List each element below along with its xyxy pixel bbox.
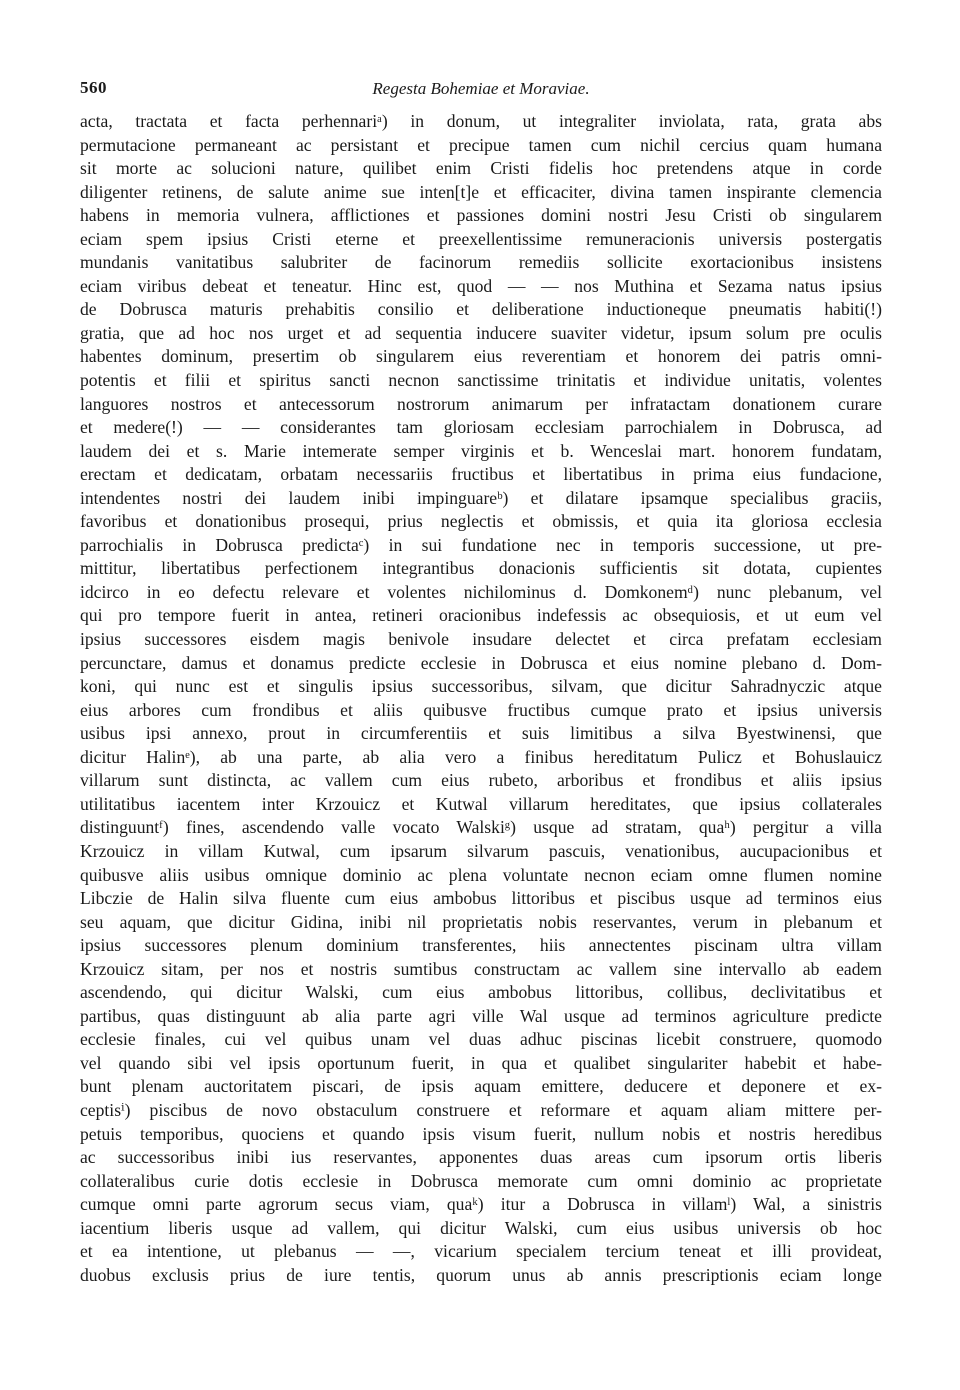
text-line: languores nostros et antecessorum nostrorum animarum per infratactam donationem curare — [80, 393, 882, 414]
text-line: percunctare, damus et donamus predicte ecclesie in Dobrusca et eius nomine plebano d. Dom- — [80, 652, 882, 673]
text-line: utilitatibus iacentem inter Krzouicz et Kutwal villarum hereditates, que ipsius collaterales — [80, 793, 882, 814]
text-line: permutacione permaneant ac persistant et precipue tamen cum nichil cercius quam humana — [80, 134, 882, 155]
text-line: duobus exclusis prius de iure tentis, quorum unus ab annis prescriptionis eciam longe — [80, 1264, 882, 1285]
text-line: idcirco in eo defectu relevare et volentes nichilominus d. Domkonemᵈ) nunc plebanum, vel — [80, 581, 882, 602]
text-line: ascendendo, qui dicitur Walski, cum eius ambobus littoribus, collibus, declivitatibus et — [80, 982, 882, 1003]
text-line: parrochialis in Dobrusca predictaᶜ) in sui fundatione nec in temporis successione, ut pre- — [80, 534, 882, 555]
text-line: cumque omni parte agrorum secus viam, quaᵏ) itur a Dobrusca in villamˡ) Wal, a sinistris — [80, 1194, 882, 1215]
text-line: vel quando sibi vel ipsis oportunum fuerit, in qua et qualibet singulariter habebit et habe- — [80, 1052, 882, 1073]
text-line: de Dobrusca maturis prehabitis consilio et deliberatione inductioneque pneumatis habiti(!) — [80, 299, 882, 320]
text-line: quibusve aliis usibus omnique dominio ac plena voluntate necnon eciam omne flumen nomine — [80, 864, 882, 885]
text-line: mittitur, libertatibus perfectionem integrantibus donacionis sufficientis sit dotata, cupientes — [80, 558, 882, 579]
text-line: ceptisⁱ) piscibus de novo obstaculum construere et reformare et aquam aliam mittere per- — [80, 1099, 882, 1120]
text-line: sit morte ac solucioni nature, quilibet enim Cristi fidelis hoc pretendens atque in corde — [80, 158, 882, 179]
text-line: ecclesie finales, cui vel quibus unam vel duas adhuc piscinas licebit construere, quomodo — [80, 1029, 882, 1050]
text-line: partibus, quas distinguunt ab alia parte agri ville Wal usque ad terminos agriculture predicte — [80, 1005, 882, 1026]
text-line: habentes dominum, presertim ob singularem eius reverentiam et honorem dei patris omni- — [80, 346, 882, 367]
text-line: usibus ipsi annexo, prout in circumferentiis et suis limitibus a silva Byestwinensi, que — [80, 723, 882, 744]
text-line: erectam et dedicatam, orbatam necessariis fructibus et libertatibus in prima eius fundacione, — [80, 464, 882, 485]
page-number: 560 — [80, 78, 107, 97]
text-line: eius arbores cum frondibus et aliis quibusve fructibus cumque prato et ipsius universis — [80, 699, 882, 720]
text-line: gratia, que ad hoc nos urget et ad sequentia inducere suaviter videtur, ipsum solum pre oculis — [80, 322, 882, 343]
body-text — [80, 110, 882, 1287]
text-line: petuis temporibus, quociens et quando ipsis visum fuerit, nullum nobis et nostris heredibus — [80, 1123, 882, 1144]
text-line: distinguuntᶠ) fines, ascendendo valle vocato Walskiᵍ) usque ad stratam, quaʰ) pergitur a villa — [80, 817, 882, 838]
text-line: laudem dei et s. Marie intemerate semper virginis et b. Wenceslai mart. honorem fundatam, — [80, 440, 882, 461]
text-line: Krzouicz sitam, per nos et nostris sumtibus constructam ac vallem sine intervallo ab eadem — [80, 958, 882, 979]
text-line: collateralibus curie dotis ecclesie in Dobrusca memorate cum omni dominio ac proprietate — [80, 1170, 882, 1191]
text-line: favoribus et donationibus prosequi, prius neglectis et obmissis, et quia ita gloriosa ecclesia — [80, 511, 882, 532]
text-line: et medere(!) — — considerantes tam gloriosam ecclesiam parrochialem in Dobrusca, ad — [80, 417, 882, 438]
text-line: koni, qui nunc est et singulis ipsius successoribus, silvam, que dicitur Sahradnyczic atque — [80, 676, 882, 697]
text-line: qui pro tempore fuerit in antea, retineri oracionibus indefessis ac obsequiosis, et ut eum vel — [80, 605, 882, 626]
text-line: ac successoribus inibi ius reservantes, apponentes duas areas cum ipsorum ortis liberis — [80, 1147, 882, 1168]
text-line: iacentium liberis usque ad vallem, qui dicitur Walski, cum eius usibus universis ob hoc — [80, 1217, 882, 1238]
text-line: intendentes nostri dei laudem inibi impinguareᵇ) et dilatare ipsamque specialibus graciis, — [80, 487, 882, 508]
text-line: Krzouicz in villam Kutwal, cum ipsarum silvarum pascuis, venationibus, aucupacionibus et — [80, 840, 882, 861]
text-line: Libczie de Halin silva fluente cum eius ambobus littoribus et piscibus usque ad terminos eius — [80, 888, 882, 909]
page-header — [80, 78, 882, 110]
text-line: seu aquam, que dicitur Gidina, inibi nil proprietatis nobis reservantes, verum in plebanum et — [80, 911, 882, 932]
text-line: dicitur Halinᵉ), ab una parte, ab alia vero a finibus hereditatum Pulicz et Bohuslauicz — [80, 746, 882, 767]
running-title: Regesta Bohemiae et Moraviae. — [372, 79, 590, 98]
text-line: mundanis vanitatibus salubriter de facinorum remediis sollicite exortacionibus insistens — [80, 252, 882, 273]
document-page — [80, 78, 882, 1287]
text-line: villarum sunt distincta, ac vallem cum eius rubeto, arboribus et frondibus et aliis ipsius — [80, 770, 882, 791]
text-line: et ea intentione, ut plebanus — —, vicarium specialem tercium teneat et illi provideat, — [80, 1241, 882, 1262]
text-line: ipsius successores eisdem magis benivole insudare delectet et circa prefatam ecclesiam — [80, 629, 882, 650]
text-line: diligenter retinens, de salute anime sue inten[t]e et efficaciter, divina tamen inspirante clemencia — [80, 181, 882, 202]
text-line: bunt plenam auctoritatem piscari, de ipsis aquam emittere, deducere et deponere et ex- — [80, 1076, 882, 1097]
text-line: acta, tractata et facta perhennariᵃ) in donum, ut integraliter inviolata, rata, grata abs — [80, 111, 882, 131]
text-line: potentis et filii et spiritus sancti necnon sanctissime trinitatis et individue unitatis, volentes — [80, 370, 882, 391]
text-line: eciam viribus debeat et teneatur. Hinc est, quod — — nos Muthina et Sezama natus ipsius — [80, 275, 882, 296]
text-line: eciam spem ipsius Cristi eterne et preexellentissime remuneracionis universis postergatis — [80, 228, 882, 249]
text-line: ipsius successores plenum dominium transferentes, hiis annectentes piscinam ultra villam — [80, 935, 882, 956]
text-line: habens in memoria vulnera, afflictiones et passiones domini nostri Jesu Cristi ob singularem — [80, 205, 882, 226]
